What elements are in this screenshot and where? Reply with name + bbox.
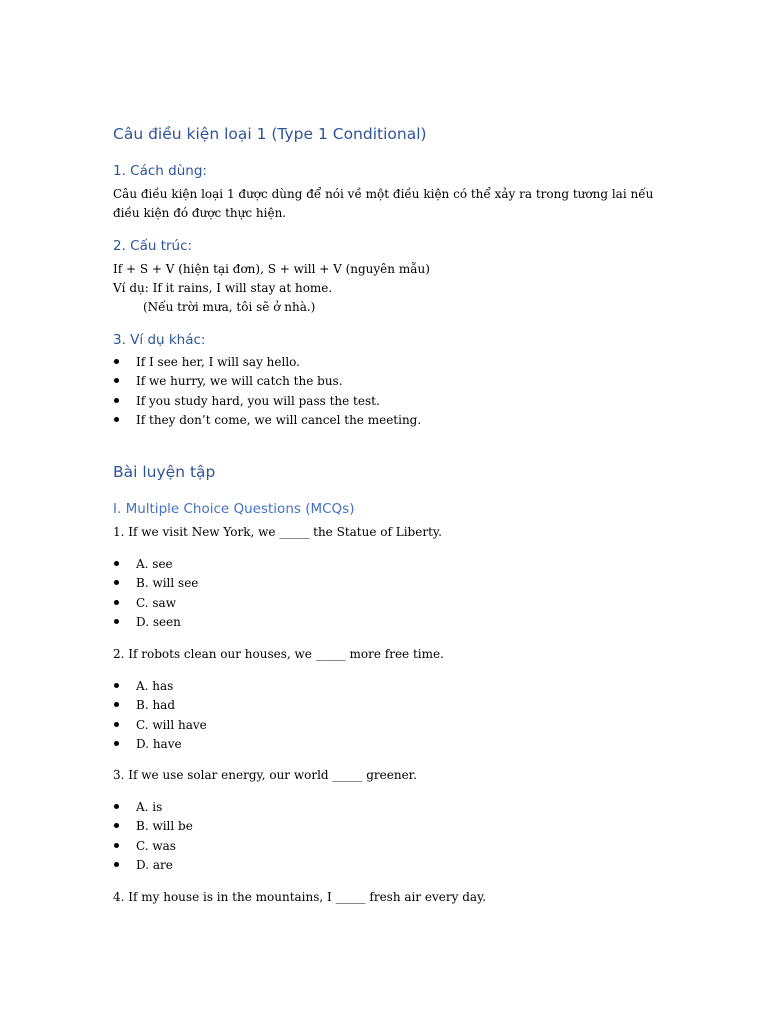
usage-heading: 1. Cách dùng: bbox=[113, 163, 207, 179]
mcq-heading: I. Multiple Choice Questions (MCQs) bbox=[113, 501, 355, 517]
question-1-options bbox=[113, 555, 198, 632]
examples-list bbox=[113, 353, 421, 430]
usage-text-line-2: điều kiện đó được thực hiện. bbox=[113, 206, 287, 220]
question-3-options bbox=[113, 798, 193, 875]
list-item: If I see her, I will say hello. bbox=[113, 353, 421, 372]
option-item: A. has bbox=[113, 677, 207, 696]
option-item: A. see bbox=[113, 555, 198, 574]
examples-heading: 3. Ví dụ khác: bbox=[113, 332, 206, 348]
option-item: A. is bbox=[113, 798, 193, 817]
option-item: D. are bbox=[113, 856, 193, 875]
question-1: 1. If we visit New York, we _____ the Statue of Liberty. bbox=[113, 525, 442, 539]
practice-heading: Bài luyện tập bbox=[113, 463, 216, 481]
option-item: B. will see bbox=[113, 574, 198, 593]
structure-formula: If + S + V (hiện tại đơn), S + will + V (nguyên mẫu) bbox=[113, 262, 430, 276]
structure-heading: 2. Cấu trúc: bbox=[113, 238, 193, 254]
question-4: 4. If my house is in the mountains, I _____ fresh air every day. bbox=[113, 890, 487, 904]
structure-example: Ví dụ: If it rains, I will stay at home. bbox=[113, 281, 333, 295]
option-item: C. will have bbox=[113, 716, 207, 735]
list-item: If they don’t come, we will cancel the meeting. bbox=[113, 411, 421, 430]
option-item: B. will be bbox=[113, 817, 193, 836]
question-2: 2. If robots clean our houses, we _____ more free time. bbox=[113, 647, 444, 661]
question-3: 3. If we use solar energy, our world _____ greener. bbox=[113, 768, 417, 782]
list-item: If you study hard, you will pass the test. bbox=[113, 392, 421, 411]
option-item: D. seen bbox=[113, 613, 198, 632]
option-item: D. have bbox=[113, 735, 207, 754]
option-item: C. saw bbox=[113, 594, 198, 613]
option-item: C. was bbox=[113, 837, 193, 856]
page-title: Câu điều kiện loại 1 (Type 1 Conditional) bbox=[113, 125, 427, 143]
question-2-options bbox=[113, 677, 207, 754]
list-item: If we hurry, we will catch the bus. bbox=[113, 372, 421, 391]
structure-translation: (Nếu trời mưa, tôi sẽ ở nhà.) bbox=[143, 300, 316, 314]
usage-text-line-1: Câu điều kiện loại 1 được dùng để nói về một điều kiện có thể xảy ra trong tương lai nếu bbox=[113, 187, 654, 201]
option-item: B. had bbox=[113, 696, 207, 715]
